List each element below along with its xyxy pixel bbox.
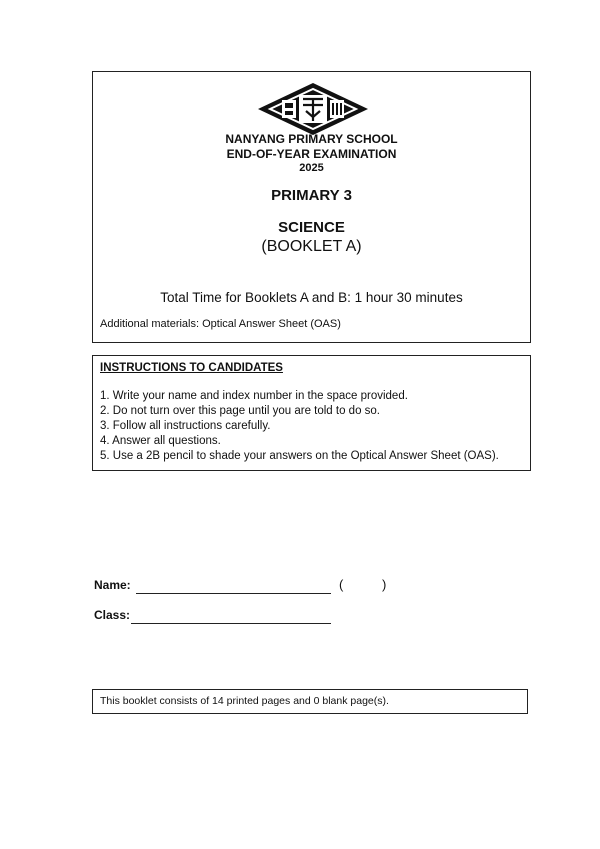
exam-year: 2025 — [299, 162, 324, 174]
total-time: Total Time for Booklets A and B: 1 hour 30 minutes — [160, 290, 463, 305]
exam-header-box — [92, 71, 531, 343]
class-field-line[interactable] — [131, 623, 331, 624]
page-count-note: This booklet consists of 14 printed pages and 0 blank page(s). — [100, 695, 389, 707]
additional-materials: Additional materials: Optical Answer Sheet (OAS) — [100, 318, 341, 330]
instructions-list — [100, 389, 499, 464]
instruction-item: 3. Follow all instructions carefully. — [100, 420, 271, 432]
name-label: Name: — [94, 578, 131, 592]
instruction-item: 4. Answer all questions. — [100, 435, 221, 447]
school-name: NANYANG PRIMARY SCHOOL — [225, 132, 398, 146]
exam-name: END-OF-YEAR EXAMINATION — [226, 147, 397, 161]
instruction-item: 2. Do not turn over this page until you are told to do so. — [100, 405, 381, 417]
name-field-line[interactable] — [136, 593, 331, 594]
index-number-close-paren: ) — [382, 577, 387, 592]
instruction-item: 5. Use a 2B pencil to shade your answers on the Optical Answer Sheet (OAS). — [100, 450, 499, 462]
school-crest-icon — [258, 81, 368, 137]
page-count-box — [92, 689, 528, 714]
instructions-box — [92, 355, 531, 471]
exam-subject: SCIENCE — [278, 219, 345, 236]
index-number-open-paren: ( — [339, 577, 344, 592]
class-label: Class: — [94, 608, 131, 622]
exam-level: PRIMARY 3 — [271, 187, 352, 204]
instruction-item: 1. Write your name and index number in the space provided. — [100, 390, 408, 402]
booklet-label: (BOOKLET A) — [261, 238, 362, 255]
instructions-heading: INSTRUCTIONS TO CANDIDATES — [100, 362, 283, 374]
